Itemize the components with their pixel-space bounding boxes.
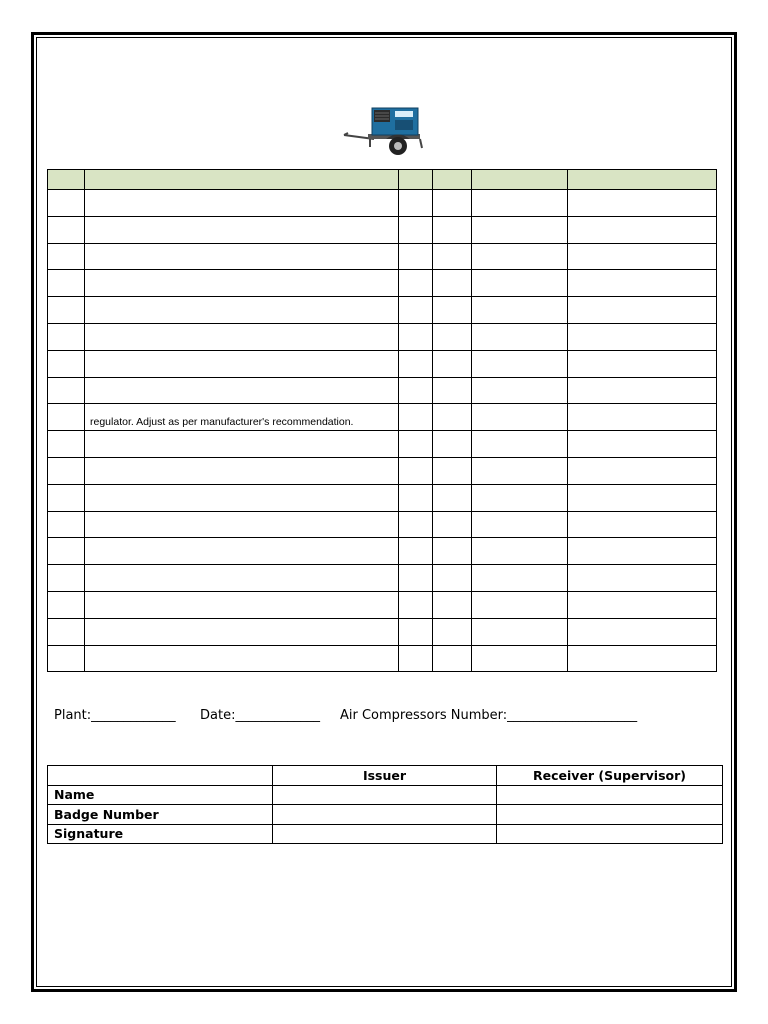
- item-description[interactable]: regulator. Adjust as per manufacturer's recommendation.: [85, 404, 399, 431]
- table-cell[interactable]: [433, 538, 472, 565]
- table-cell[interactable]: [48, 243, 85, 270]
- table-row: [48, 377, 717, 404]
- table-cell[interactable]: [433, 190, 472, 217]
- table-cell[interactable]: [399, 618, 433, 645]
- table-cell[interactable]: [85, 270, 399, 297]
- table-cell[interactable]: [568, 270, 717, 297]
- checklist-table: [47, 169, 717, 672]
- table-cell[interactable]: [433, 323, 472, 350]
- table-cell[interactable]: [433, 645, 472, 672]
- table-cell[interactable]: [568, 323, 717, 350]
- table-cell[interactable]: [399, 538, 433, 565]
- table-cell[interactable]: [399, 645, 433, 672]
- table-cell[interactable]: [399, 323, 433, 350]
- header-cell: [48, 170, 85, 190]
- table-row: [48, 323, 717, 350]
- table-cell[interactable]: [85, 431, 399, 458]
- table-row: [48, 350, 717, 377]
- table-cell[interactable]: [472, 565, 568, 592]
- receiver-signature-cell[interactable]: [497, 824, 723, 844]
- table-cell[interactable]: [85, 297, 399, 324]
- table-cell[interactable]: [399, 377, 433, 404]
- table-cell[interactable]: [433, 377, 472, 404]
- table-cell[interactable]: [472, 190, 568, 217]
- table-cell[interactable]: [48, 431, 85, 458]
- table-cell[interactable]: [472, 323, 568, 350]
- table-row: [48, 243, 717, 270]
- table-cell[interactable]: [399, 484, 433, 511]
- table-cell[interactable]: [433, 216, 472, 243]
- table-cell[interactable]: [568, 565, 717, 592]
- table-cell[interactable]: [48, 645, 85, 672]
- table-cell[interactable]: [433, 297, 472, 324]
- table-cell[interactable]: [48, 457, 85, 484]
- date-field[interactable]: Date:_____________: [200, 708, 320, 723]
- table-cell[interactable]: [433, 350, 472, 377]
- header-cell: [85, 170, 399, 190]
- table-cell[interactable]: [433, 511, 472, 538]
- table-cell[interactable]: [85, 565, 399, 592]
- table-cell[interactable]: [48, 323, 85, 350]
- header-cell: [472, 170, 568, 190]
- signature-row: [48, 824, 723, 844]
- table-row: [48, 404, 717, 431]
- table-cell[interactable]: [399, 297, 433, 324]
- table-cell[interactable]: [85, 538, 399, 565]
- receiver-name-cell[interactable]: [497, 785, 723, 805]
- table-cell[interactable]: [472, 645, 568, 672]
- table-cell[interactable]: [48, 538, 85, 565]
- table-cell[interactable]: [472, 350, 568, 377]
- table-cell[interactable]: [48, 565, 85, 592]
- table-cell[interactable]: [568, 377, 717, 404]
- table-cell[interactable]: [433, 618, 472, 645]
- table-cell[interactable]: [472, 431, 568, 458]
- table-cell[interactable]: [48, 270, 85, 297]
- table-cell[interactable]: [85, 377, 399, 404]
- table-row: [48, 216, 717, 243]
- table-cell[interactable]: [85, 511, 399, 538]
- table-row: [48, 457, 717, 484]
- table-cell[interactable]: [399, 404, 433, 431]
- table-cell[interactable]: [399, 350, 433, 377]
- table-cell[interactable]: [85, 350, 399, 377]
- issuer-header: Issuer: [273, 766, 497, 786]
- table-cell[interactable]: [568, 618, 717, 645]
- table-cell[interactable]: [399, 216, 433, 243]
- table-cell[interactable]: [568, 591, 717, 618]
- table-cell[interactable]: [568, 457, 717, 484]
- table-cell[interactable]: [85, 484, 399, 511]
- table-cell[interactable]: [568, 350, 717, 377]
- table-cell[interactable]: [48, 591, 85, 618]
- table-cell[interactable]: [472, 216, 568, 243]
- table-cell[interactable]: [568, 404, 717, 431]
- table-cell[interactable]: [433, 591, 472, 618]
- table-row: [48, 618, 717, 645]
- table-cell[interactable]: [85, 190, 399, 217]
- badge-row: [48, 805, 723, 825]
- table-row: [48, 645, 717, 672]
- table-cell[interactable]: [399, 243, 433, 270]
- table-cell[interactable]: [472, 377, 568, 404]
- table-cell[interactable]: [48, 377, 85, 404]
- compressor-number-field[interactable]: Air Compressors Number:____________________: [340, 708, 638, 723]
- table-cell[interactable]: [568, 297, 717, 324]
- table-cell[interactable]: [85, 216, 399, 243]
- table-cell[interactable]: [399, 511, 433, 538]
- table-cell[interactable]: [568, 431, 717, 458]
- signoff-table: [47, 765, 723, 844]
- table-cell[interactable]: [433, 270, 472, 297]
- issuer-badge-cell[interactable]: [273, 805, 497, 825]
- table-cell[interactable]: [472, 457, 568, 484]
- table-cell[interactable]: [48, 511, 85, 538]
- signoff-header-row: [48, 766, 723, 786]
- table-cell[interactable]: [568, 216, 717, 243]
- table-cell[interactable]: [48, 404, 85, 431]
- name-row: [48, 785, 723, 805]
- header-cell: [399, 170, 433, 190]
- table-cell[interactable]: [48, 618, 85, 645]
- table-row: [48, 511, 717, 538]
- badge-label: Badge Number: [48, 805, 273, 825]
- table-cell[interactable]: [433, 243, 472, 270]
- table-cell[interactable]: [85, 645, 399, 672]
- table-cell[interactable]: [472, 243, 568, 270]
- issuer-name-cell[interactable]: [273, 785, 497, 805]
- receiver-badge-cell[interactable]: [497, 805, 723, 825]
- table-cell[interactable]: [568, 511, 717, 538]
- table-cell[interactable]: [48, 350, 85, 377]
- table-cell[interactable]: [399, 190, 433, 217]
- checklist-header-row: [48, 170, 717, 190]
- table-cell[interactable]: [399, 565, 433, 592]
- table-cell[interactable]: [568, 243, 717, 270]
- issuer-signature-cell[interactable]: [273, 824, 497, 844]
- corner-cell: [48, 766, 273, 786]
- table-row: [48, 190, 717, 217]
- table-cell[interactable]: [399, 591, 433, 618]
- table-cell[interactable]: [399, 457, 433, 484]
- table-cell[interactable]: [472, 511, 568, 538]
- table-row: [48, 297, 717, 324]
- table-cell[interactable]: [433, 484, 472, 511]
- table-cell[interactable]: [85, 591, 399, 618]
- table-cell[interactable]: [433, 565, 472, 592]
- header-cell: [433, 170, 472, 190]
- table-cell[interactable]: [85, 457, 399, 484]
- table-cell[interactable]: [85, 243, 399, 270]
- table-row: [48, 484, 717, 511]
- table-cell[interactable]: [472, 618, 568, 645]
- table-row: [48, 591, 717, 618]
- table-cell[interactable]: [472, 297, 568, 324]
- name-label: Name: [48, 785, 273, 805]
- table-cell[interactable]: [85, 323, 399, 350]
- table-cell[interactable]: [568, 538, 717, 565]
- table-cell[interactable]: [433, 431, 472, 458]
- table-cell[interactable]: [568, 645, 717, 672]
- table-cell[interactable]: [472, 270, 568, 297]
- table-cell[interactable]: [472, 404, 568, 431]
- table-row: [48, 538, 717, 565]
- table-cell[interactable]: [568, 190, 717, 217]
- table-row: [48, 565, 717, 592]
- table-cell[interactable]: [433, 457, 472, 484]
- table-cell[interactable]: [433, 404, 472, 431]
- table-row: [48, 270, 717, 297]
- table-cell[interactable]: [48, 297, 85, 324]
- air-compressor-trailer-icon: [340, 102, 428, 160]
- table-cell[interactable]: [472, 538, 568, 565]
- table-cell[interactable]: [472, 484, 568, 511]
- table-cell[interactable]: [85, 618, 399, 645]
- table-cell[interactable]: [48, 484, 85, 511]
- table-cell[interactable]: [472, 591, 568, 618]
- table-row: [48, 431, 717, 458]
- signature-label: Signature: [48, 824, 273, 844]
- info-line: [54, 708, 694, 728]
- receiver-header: Receiver (Supervisor): [497, 766, 723, 786]
- table-cell[interactable]: [568, 484, 717, 511]
- table-cell[interactable]: [48, 216, 85, 243]
- plant-field[interactable]: Plant:_____________: [54, 708, 176, 723]
- table-cell[interactable]: [399, 431, 433, 458]
- header-cell: [568, 170, 717, 190]
- table-cell[interactable]: [48, 190, 85, 217]
- table-cell[interactable]: [399, 270, 433, 297]
